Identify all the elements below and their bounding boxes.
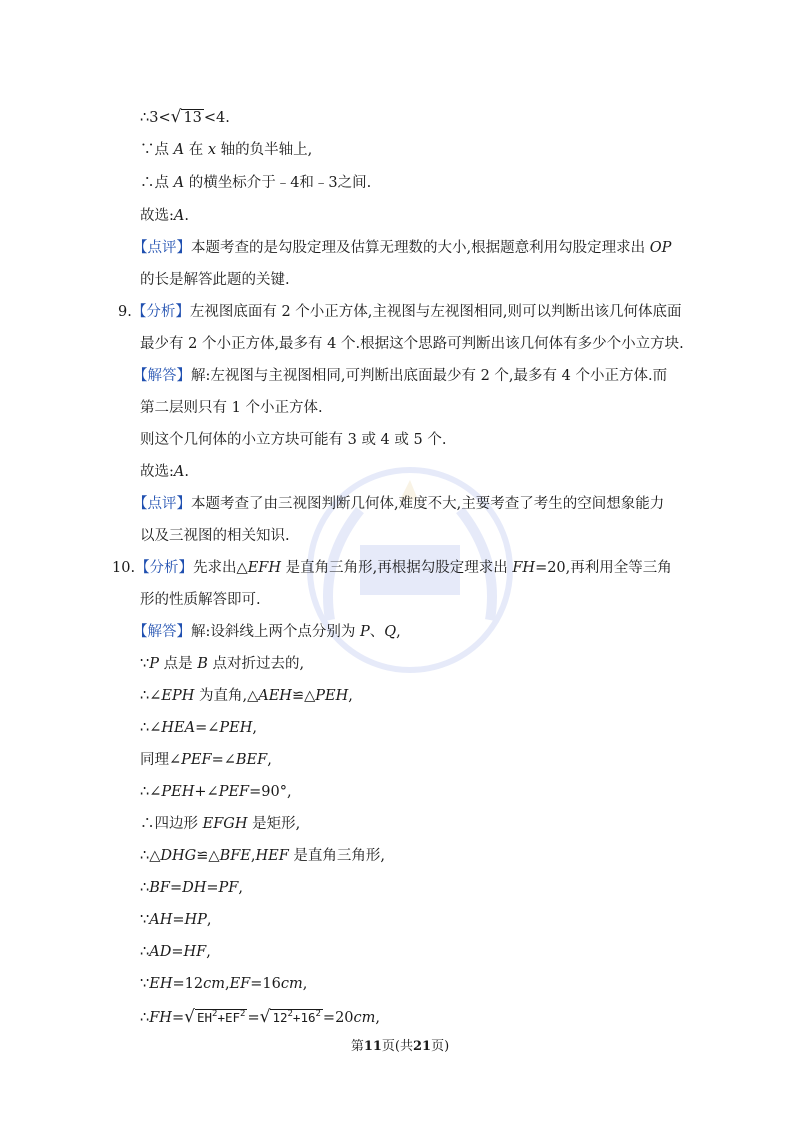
question-number: 9. <box>118 304 132 320</box>
line-q9-solution-cont: 第二层则只有 1 个小正方体. <box>140 400 323 416</box>
line-q10-step-11: ∵EH=12cm,EF=16cm, <box>140 976 308 992</box>
analysis-tag: 【分析】 <box>131 304 190 320</box>
line-q10-analysis: 10.【分析】先求出△EFH 是直角三角形,再根据勾股定理求出 FH=20,再利用全等三角 <box>112 560 672 576</box>
line-q10-step-1: ∵P 点是 B 点对折过去的, <box>140 656 305 672</box>
line-comment-9: 【点评】本题考查了由三视图判断几何体,难度不大,主要考查了考生的空间想象能力 <box>133 496 665 512</box>
line-q10-step-9: ∵AH=HP, <box>140 912 212 928</box>
line-q10-step-10: ∴AD=HF, <box>140 944 211 960</box>
total-pages: 21 <box>413 1039 432 1054</box>
line-q9-analysis-cont: 最少有 2 个小正方体,最多有 4 个.根据这个思路可判断出该几何体有多少个小立方块. <box>140 336 684 352</box>
line-q9-cube-count: 则这个几何体的小立方块可能有 3 或 4 或 5 个. <box>140 432 447 448</box>
page-footer: 第11页(共21页) <box>350 1039 450 1054</box>
line-comment-8-cont: 的长是解答此题的关键. <box>140 272 290 288</box>
line-q10-step-2: ∴∠EPH 为直角,△AEH≌△PEH, <box>140 688 353 704</box>
line-abscissa-range: ∴点 A 的横坐标介于﹣4和﹣3之间. <box>140 175 372 191</box>
line-q10-step-6: ∴四边形 EFGH 是矩形, <box>140 816 301 832</box>
line-comment-8: 【点评】本题考查的是勾股定理及估算无理数的大小,根据题意利用勾股定理求出 OP <box>133 240 672 256</box>
solution-tag: 【解答】 <box>133 368 191 384</box>
line-q10-step-3: ∴∠HEA=∠PEH, <box>140 720 257 736</box>
line-q9-analysis: 9.【分析】左视图底面有 2 个小正方体,主视图与左视图相同,则可以判断出该几何体底面 <box>118 304 682 320</box>
analysis-tag: 【分析】 <box>135 560 194 576</box>
line-q10-step-12-pythagoras: ∴FH=√ $EH^2+EF^2$ =√ $12^2+16^2 =20cm$, <box>140 1007 381 1027</box>
line-point-a-negative-axis: ∵点 A 在 x 轴的负半轴上, <box>140 142 313 158</box>
solution-tag: 【解答】 <box>133 624 191 640</box>
line-q10-step-5: ∴∠PEH+∠PEF=90°, <box>140 784 292 800</box>
line-comment-9-cont: 以及三视图的相关知识. <box>140 528 290 544</box>
comment-tag: 【点评】 <box>133 240 191 256</box>
line-q10-step-7: ∴△DHG≌△BFE,HEF 是直角三角形, <box>140 848 385 864</box>
line-answer-8: 故选:A. <box>140 208 189 224</box>
page-number: 11 <box>363 1039 382 1054</box>
line-sqrt-inequality: ∴3<√ 13 <4. <box>140 107 230 127</box>
line-q10-step-4: 同理∠PEF=∠BEF, <box>140 752 272 768</box>
comment-tag: 【点评】 <box>133 496 191 512</box>
line-q9-solution: 【解答】解:左视图与主视图相同,可判断出底面最少有 2 个,最多有 4 个小正方体.而 <box>133 368 668 384</box>
question-number: 10. <box>112 560 136 576</box>
line-q10-solution: 【解答】解:设斜线上两个点分别为 P、Q, <box>133 624 401 640</box>
line-answer-9: 故选:A. <box>140 464 189 480</box>
line-q10-step-8: ∴BF=DH=PF, <box>140 880 243 896</box>
line-q10-analysis-cont: 形的性质解答即可. <box>140 592 261 608</box>
